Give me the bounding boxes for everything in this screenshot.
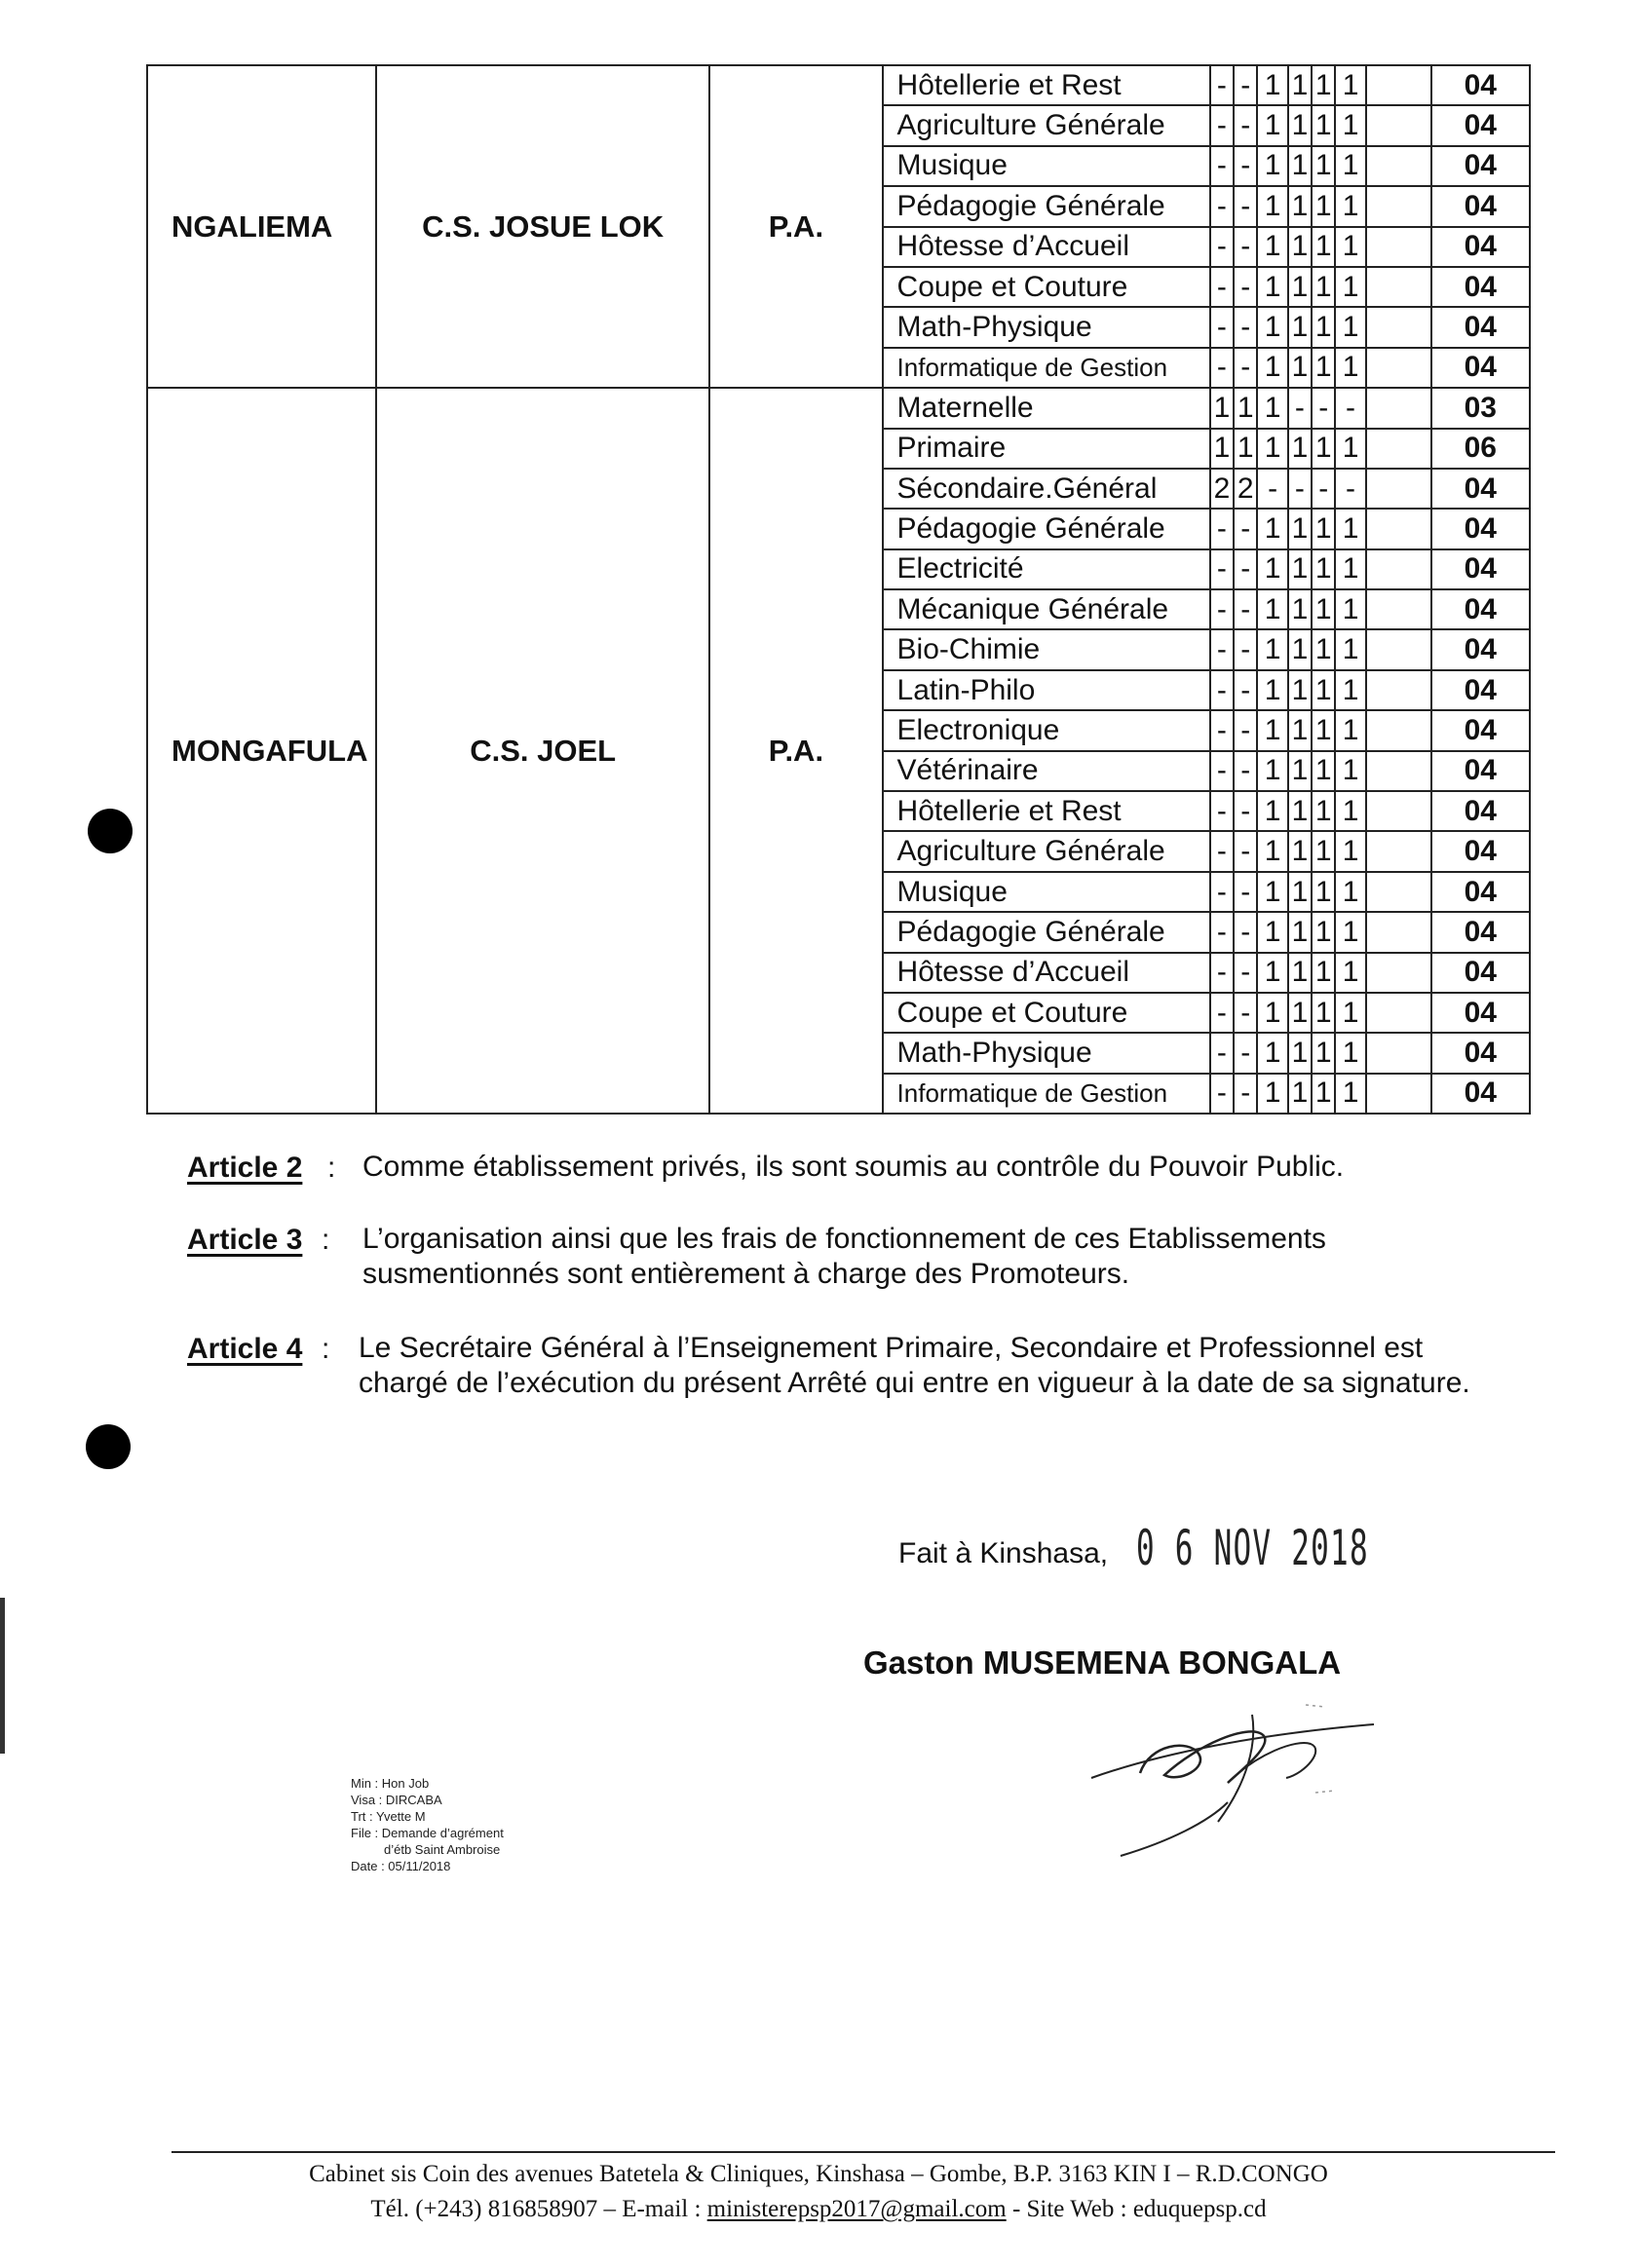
class-count-cell: - [1210,227,1234,267]
class-count-cell: 1 [1257,549,1287,589]
meta-file-cont: d’étb Saint Ambroise [384,1842,501,1857]
class-count-cell: 1 [1288,348,1312,388]
class-count-cell: - [1288,388,1312,428]
option-cell: Vétérinaire [883,751,1210,791]
blank-cell [1366,469,1431,509]
class-count-cell: - [1234,307,1257,347]
class-count-cell: 1 [1257,912,1287,952]
blank-cell [1366,831,1431,871]
total-cell: 04 [1431,105,1530,145]
total-cell: 04 [1431,872,1530,912]
total-cell: 04 [1431,227,1530,267]
class-count-cell: - [1335,388,1365,428]
class-count-cell: 1 [1335,348,1365,388]
class-count-cell: 1 [1335,105,1365,145]
class-count-cell: 1 [1288,509,1312,548]
blank-cell [1366,1074,1431,1114]
total-cell: 04 [1431,751,1530,791]
footer-contact [0,2196,1637,2223]
class-count-cell: 1 [1312,227,1335,267]
class-count-cell: 1 [1257,186,1287,226]
class-count-cell: 1 [1288,429,1312,469]
total-cell: 04 [1431,146,1530,186]
class-count-cell: 1 [1288,670,1312,710]
class-count-cell: - [1257,469,1287,509]
option-cell: Math-Physique [883,307,1210,347]
option-cell: Electronique [883,710,1210,750]
class-count-cell: 1 [1335,629,1365,669]
class-count-cell: 1 [1335,710,1365,750]
class-count-cell: 2 [1234,469,1257,509]
class-count-cell: 1 [1288,872,1312,912]
option-cell: Sécondaire.Général [883,469,1210,509]
blank-cell [1366,993,1431,1033]
class-count-cell: 1 [1257,791,1287,831]
class-count-cell: 1 [1210,429,1234,469]
class-count-cell: 1 [1312,710,1335,750]
class-count-cell: 1 [1312,65,1335,105]
class-count-cell: - [1234,1033,1257,1073]
class-count-cell: 1 [1312,1074,1335,1114]
total-cell: 04 [1431,912,1530,952]
class-count-cell: 1 [1288,267,1312,307]
class-count-cell: - [1210,589,1234,629]
class-count-cell: 1 [1335,186,1365,226]
class-count-cell: 1 [1288,1074,1312,1114]
class-count-cell: 1 [1257,629,1287,669]
class-count-cell: 1 [1257,1074,1287,1114]
class-count-cell: - [1210,831,1234,871]
blank-cell [1366,509,1431,548]
class-count-cell: - [1234,629,1257,669]
option-cell: Latin-Philo [883,670,1210,710]
class-count-cell: 1 [1257,831,1287,871]
article-3-text: L’organisation ainsi que les frais de fonctionnement de ces Etablissements susmentionnés sont entièrement à charge des Promoteurs. [362,1223,1326,1290]
region-cell: MONGAFULA [147,388,376,1114]
article-3-colon: : [322,1224,330,1256]
article-2-text: Comme établissement privés, ils sont soumis au contrôle du Pouvoir Public. [362,1151,1345,1183]
class-count-cell: 1 [1288,993,1312,1033]
class-count-cell: - [1234,589,1257,629]
total-cell: 06 [1431,429,1530,469]
option-cell: Hôtellerie et Rest [883,791,1210,831]
class-count-cell: 1 [1312,146,1335,186]
class-count-cell: - [1234,791,1257,831]
class-count-cell: - [1234,267,1257,307]
class-count-cell: 1 [1288,912,1312,952]
class-count-cell: - [1234,670,1257,710]
class-count-cell: - [1234,710,1257,750]
option-cell: Primaire [883,429,1210,469]
option-cell: Maternelle [883,388,1210,428]
class-count-cell: 1 [1257,993,1287,1033]
class-count-cell: 1 [1312,1033,1335,1073]
blank-cell [1366,670,1431,710]
total-cell: 04 [1431,953,1530,993]
article-4-label: Article 4 [187,1333,303,1365]
class-count-cell: - [1210,791,1234,831]
class-count-cell: 1 [1312,549,1335,589]
class-count-cell: 1 [1312,791,1335,831]
class-count-cell: - [1210,509,1234,548]
class-count-cell: 1 [1257,872,1287,912]
footer-site: - Site Web : eduquepsp.cd [1006,2196,1267,2222]
option-cell: Math-Physique [883,1033,1210,1073]
class-count-cell: 1 [1288,1033,1312,1073]
option-cell: Coupe et Couture [883,267,1210,307]
class-count-cell: 1 [1288,791,1312,831]
footer-address: Cabinet sis Coin des avenues Batetela & Cliniques, Kinshasa – Gombe, B.P. 3163 KIN I – R.D.CONGO [309,2161,1328,2187]
class-count-cell: 1 [1234,388,1257,428]
class-count-cell: 1 [1257,1033,1287,1073]
class-count-cell: - [1210,751,1234,791]
total-cell: 04 [1431,1074,1530,1114]
class-count-cell: 1 [1312,267,1335,307]
article-4-colon: : [322,1333,330,1365]
total-cell: 03 [1431,388,1530,428]
total-cell: 04 [1431,589,1530,629]
meta-date: Date : 05/11/2018 [351,1859,451,1873]
punch-hole-upper [88,809,133,853]
type-cell: P.A. [709,65,882,388]
total-cell: 04 [1431,993,1530,1033]
class-count-cell: 1 [1335,429,1365,469]
class-count-cell: 1 [1257,105,1287,145]
class-count-cell: 1 [1288,589,1312,629]
total-cell: 04 [1431,65,1530,105]
blank-cell [1366,589,1431,629]
class-count-cell: 1 [1335,1033,1365,1073]
blank-cell [1366,751,1431,791]
class-count-cell: 1 [1288,710,1312,750]
class-count-cell: 1 [1288,186,1312,226]
option-cell: Hôtellerie et Rest [883,65,1210,105]
class-count-cell: 1 [1288,629,1312,669]
class-count-cell: - [1234,872,1257,912]
class-count-cell: 1 [1257,227,1287,267]
date-stamp: 0 6 NOV 2018 [1136,1520,1369,1576]
total-cell: 04 [1431,1033,1530,1073]
option-cell: Informatique de Gestion [883,1074,1210,1114]
total-cell: 04 [1431,348,1530,388]
meta-visa: Visa : DIRCABA [351,1793,442,1807]
class-count-cell: - [1234,1074,1257,1114]
table-row [147,388,1530,428]
class-count-cell: - [1312,388,1335,428]
blank-cell [1366,429,1431,469]
class-count-cell: 1 [1312,912,1335,952]
class-count-cell: - [1210,65,1234,105]
total-cell: 04 [1431,469,1530,509]
class-count-cell: 1 [1335,831,1365,871]
class-count-cell: - [1210,629,1234,669]
blank-cell [1366,388,1431,428]
meta-min: Min : Hon Job [351,1776,430,1791]
class-count-cell: - [1234,227,1257,267]
class-count-cell: - [1234,993,1257,1033]
option-cell: Agriculture Générale [883,831,1210,871]
type-cell: P.A. [709,388,882,1114]
total-cell: 04 [1431,831,1530,871]
class-count-cell: 1 [1335,307,1365,347]
class-count-cell: 1 [1288,65,1312,105]
class-count-cell: - [1210,953,1234,993]
option-cell: Hôtesse d’Accueil [883,953,1210,993]
class-count-cell: - [1234,751,1257,791]
class-count-cell: 1 [1312,953,1335,993]
class-count-cell: 1 [1288,751,1312,791]
option-cell: Pédagogie Générale [883,186,1210,226]
blank-cell [1366,267,1431,307]
class-count-cell: 1 [1257,710,1287,750]
class-count-cell: 1 [1335,993,1365,1033]
class-count-cell: 1 [1335,912,1365,952]
total-cell: 04 [1431,629,1530,669]
class-count-cell: - [1210,1074,1234,1114]
class-count-cell: - [1234,65,1257,105]
class-count-cell: 1 [1335,872,1365,912]
class-count-cell: - [1210,993,1234,1033]
blank-cell [1366,953,1431,993]
class-count-cell: - [1335,469,1365,509]
class-count-cell: 1 [1312,589,1335,629]
table-row [147,65,1530,105]
footer-email-link[interactable]: ministerepsp2017@gmail.com [706,2196,1007,2222]
blank-cell [1366,629,1431,669]
class-count-cell: 1 [1312,509,1335,548]
class-count-cell: - [1234,831,1257,871]
class-count-cell: 1 [1257,348,1287,388]
class-count-cell: - [1288,469,1312,509]
blank-cell [1366,227,1431,267]
class-count-cell: 1 [1210,388,1234,428]
option-cell: Coupe et Couture [883,993,1210,1033]
blank-cell [1366,549,1431,589]
option-cell: Musique [883,872,1210,912]
class-count-cell: 1 [1257,670,1287,710]
class-count-cell: 1 [1335,953,1365,993]
class-count-cell: 1 [1257,509,1287,548]
class-count-cell: 1 [1288,146,1312,186]
class-count-cell: 1 [1288,549,1312,589]
total-cell: 04 [1431,549,1530,589]
class-count-cell: - [1210,912,1234,952]
footer-tel: Tél. (+243) 816858907 – E-mail : [370,2196,707,2222]
class-count-cell: 1 [1335,146,1365,186]
option-cell: Pédagogie Générale [883,509,1210,548]
class-count-cell: 1 [1257,751,1287,791]
blank-cell [1366,791,1431,831]
option-cell: Informatique de Gestion [883,348,1210,388]
class-count-cell: - [1234,186,1257,226]
school-cell: C.S. JOSUE LOK [376,65,709,388]
class-count-cell: 1 [1257,589,1287,629]
blank-cell [1366,146,1431,186]
class-count-cell: 2 [1210,469,1234,509]
blank-cell [1366,912,1431,952]
class-count-cell: - [1210,549,1234,589]
class-count-cell: - [1210,105,1234,145]
class-count-cell: 1 [1335,589,1365,629]
blank-cell [1366,348,1431,388]
class-count-cell: - [1312,469,1335,509]
option-cell: Musique [883,146,1210,186]
blank-cell [1366,65,1431,105]
class-count-cell: 1 [1312,307,1335,347]
school-cell: C.S. JOEL [376,388,709,1114]
class-count-cell: 1 [1312,429,1335,469]
class-count-cell: 1 [1312,670,1335,710]
blank-cell [1366,186,1431,226]
class-count-cell: - [1210,267,1234,307]
place-of-signing: Fait à Kinshasa, [898,1537,1109,1569]
class-count-cell: 1 [1257,65,1287,105]
meta-notes [351,1775,504,1874]
class-count-cell: - [1234,146,1257,186]
blank-cell [1366,1033,1431,1073]
article-2-colon: : [327,1152,336,1184]
total-cell: 04 [1431,186,1530,226]
option-cell: Hôtesse d’Accueil [883,227,1210,267]
class-count-cell: 1 [1335,670,1365,710]
class-count-cell: 1 [1335,227,1365,267]
blank-cell [1366,307,1431,347]
class-count-cell: - [1210,307,1234,347]
article-2-label: Article 2 [187,1152,303,1184]
class-count-cell: - [1210,186,1234,226]
total-cell: 04 [1431,307,1530,347]
class-count-cell: 1 [1335,267,1365,307]
option-cell: Bio-Chimie [883,629,1210,669]
handwritten-signature [1082,1685,1393,1880]
class-count-cell: 1 [1288,105,1312,145]
class-count-cell: 1 [1234,429,1257,469]
total-cell: 04 [1431,267,1530,307]
option-cell: Pédagogie Générale [883,912,1210,952]
class-count-cell: - [1210,146,1234,186]
blank-cell [1366,105,1431,145]
class-count-cell: 1 [1257,267,1287,307]
option-cell: Agriculture Générale [883,105,1210,145]
class-count-cell: - [1234,348,1257,388]
meta-trt: Trt : Yvette M [351,1809,426,1824]
class-count-cell: - [1210,1033,1234,1073]
footer-rule [171,2151,1555,2153]
class-count-cell: 1 [1335,751,1365,791]
class-count-cell: - [1234,912,1257,952]
total-cell: 04 [1431,509,1530,548]
class-count-cell: 1 [1335,549,1365,589]
class-count-cell: 1 [1312,993,1335,1033]
total-cell: 04 [1431,710,1530,750]
class-count-cell: 1 [1288,227,1312,267]
article-3-label: Article 3 [187,1224,303,1256]
class-count-cell: 1 [1335,1074,1365,1114]
meta-file: File : Demande d’agrément [351,1826,504,1840]
class-count-cell: 1 [1312,105,1335,145]
blank-cell [1366,872,1431,912]
class-count-cell: 1 [1288,953,1312,993]
class-count-cell: 1 [1312,831,1335,871]
schools-options-table [146,64,1531,1115]
class-count-cell: 1 [1335,65,1365,105]
table-body [147,65,1530,1114]
class-count-cell: 1 [1312,348,1335,388]
class-count-cell: - [1234,509,1257,548]
class-count-cell: 1 [1312,186,1335,226]
class-count-cell: 1 [1257,146,1287,186]
class-count-cell: 1 [1335,791,1365,831]
option-cell: Mécanique Générale [883,589,1210,629]
class-count-cell: - [1210,670,1234,710]
region-cell: NGALIEMA [147,65,376,388]
class-count-cell: 1 [1312,751,1335,791]
class-count-cell: - [1210,348,1234,388]
punch-hole-lower [86,1424,131,1469]
class-count-cell: 1 [1257,307,1287,347]
class-count-cell: 1 [1257,953,1287,993]
article-4-text: Le Secrétaire Général à l’Enseignement Primaire, Secondaire et Professionnel est chargé de l’exécution du présent Arrêté qui entre en vigueur à la date de sa signature. [359,1332,1470,1399]
class-count-cell: - [1234,549,1257,589]
class-count-cell: - [1210,710,1234,750]
option-cell: Electricité [883,549,1210,589]
signer-name: Gaston MUSEMENA BONGALA [863,1644,1342,1681]
class-count-cell: 1 [1312,872,1335,912]
class-count-cell: - [1234,953,1257,993]
total-cell: 04 [1431,670,1530,710]
class-count-cell: 1 [1257,429,1287,469]
class-count-cell: 1 [1312,629,1335,669]
class-count-cell: - [1234,105,1257,145]
class-count-cell: 1 [1335,509,1365,548]
scan-edge-mark [0,1598,5,1754]
class-count-cell: - [1210,872,1234,912]
blank-cell [1366,710,1431,750]
class-count-cell: 1 [1288,307,1312,347]
class-count-cell: 1 [1288,831,1312,871]
class-count-cell: 1 [1257,388,1287,428]
total-cell: 04 [1431,791,1530,831]
